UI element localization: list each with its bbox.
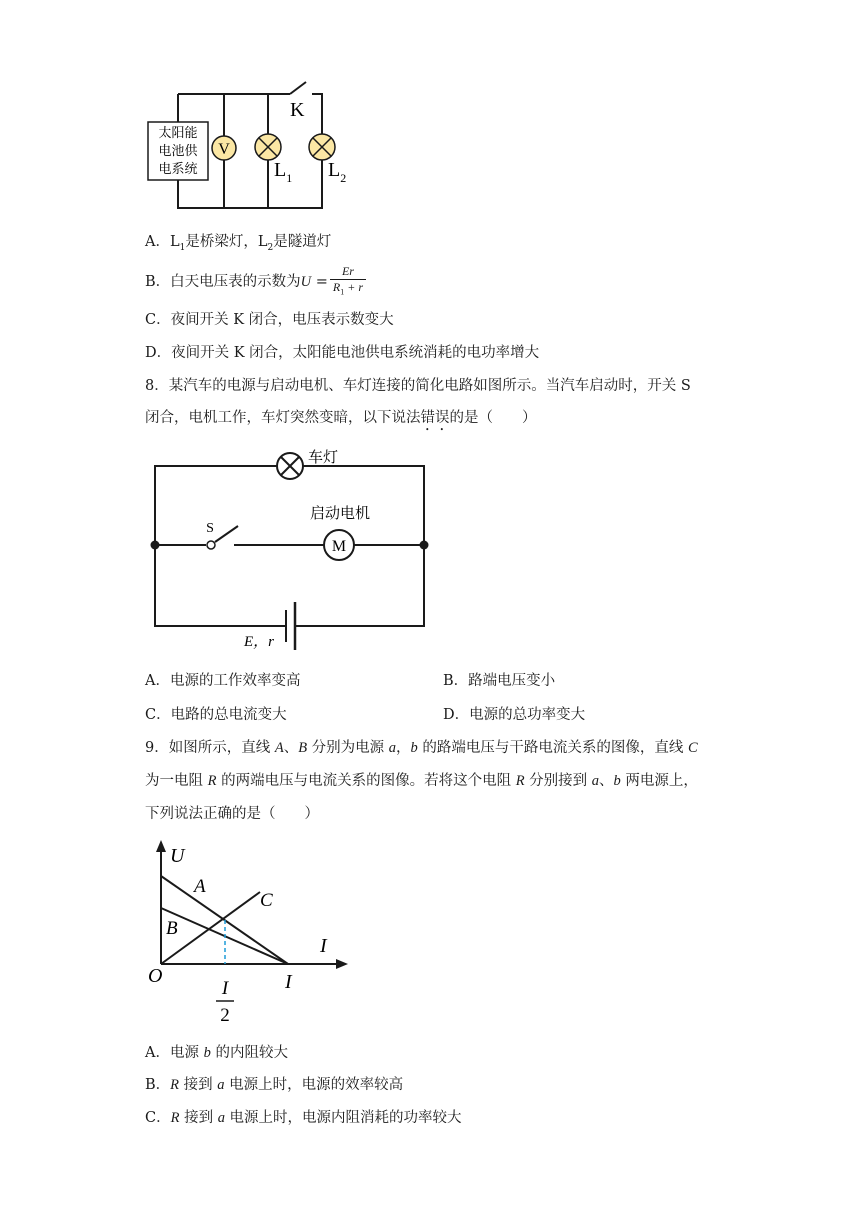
q8-option-c: C．电路的总电流变大	[145, 707, 287, 723]
origin-label: O	[148, 965, 163, 987]
solar-box-line: 电池供	[158, 144, 198, 159]
q8-stem-line1: 8．某汽车的电源与启动电机、车灯连接的简化电路如图所示。当汽车启动时，开关 S	[145, 378, 691, 394]
q9-option-a: A．电源 b 的内阻较大	[145, 1045, 288, 1061]
solar-circuit-figure	[140, 74, 370, 214]
q7-option-c: C．夜间开关 K 闭合，电压表示数变大	[145, 312, 394, 328]
car-circuit-figure	[140, 440, 440, 660]
motor-name-label: 启动电机	[309, 504, 371, 522]
formula-fraction: $\frac{Er}{R_1 + r}$	[330, 264, 366, 299]
q9-stem-line3: 下列说法正确的是（ ）	[145, 806, 319, 822]
lamp-l2	[309, 134, 335, 160]
switch-s-label: S	[206, 521, 214, 536]
ui-graph-figure	[140, 836, 360, 1028]
switch-k-label: K	[290, 99, 305, 121]
solar-box-line: 太阳能	[158, 126, 198, 141]
solar-box-line: 电系统	[158, 162, 198, 177]
q7-option-b: B．白天电压表的示数为U = $\frac{Er}{R_1 + r}$	[145, 262, 366, 302]
half-current-denominator: 2	[220, 1005, 230, 1026]
line-a-label: A	[194, 876, 206, 897]
q7-option-d: D．夜间开关 K 闭合，太阳能电池供电系统消耗的电功率增大	[145, 345, 540, 361]
half-current-numerator: I	[221, 978, 229, 999]
q7-option-a: A．$L_1$是桥梁灯，$L_2$是隧道灯	[145, 234, 332, 253]
lamp-l1-label: $L_1$	[274, 159, 293, 185]
q8-option-d: D．电源的总功率变大	[443, 707, 586, 723]
line-c-label: C	[260, 890, 273, 911]
q9-stem-line1: 9．如图所示，直线 A、B 分别为电源 a，b 的路端电压与干路电流关系的图像，直线 C	[145, 740, 698, 756]
line-b-label: B	[166, 918, 178, 939]
lamp-l2-label: $L_2$	[328, 159, 347, 185]
battery-label: E，r	[244, 634, 275, 650]
motor-label: M	[331, 538, 347, 555]
x-intercept-label: I	[285, 971, 292, 993]
lamp-l1	[255, 134, 281, 160]
q9-option-c: C．R 接到 a 电源上时，电源内阻消耗的功率较大	[145, 1110, 462, 1126]
q9-stem-line2: 为一电阻 R 的两端电压与电流关系的图像。若将这个电阻 R 分别接到 a、b 两电源上，	[145, 773, 698, 789]
voltmeter-label: V	[218, 141, 230, 158]
q9-option-b: B．R 接到 a 电源上时，电源的效率较高	[145, 1077, 404, 1093]
car-lamp-label: 车灯	[308, 448, 339, 466]
y-axis-label: U	[170, 845, 185, 867]
q8-option-b: B．路端电压变小	[443, 673, 556, 689]
x-axis-label: I	[320, 935, 327, 957]
q8-stem-line2: 闭合，电机工作，车灯突然变暗，以下说法错误的是（ ）	[145, 410, 537, 426]
q8-option-a: A．电源的工作效率变高	[145, 673, 301, 689]
switch-s-pivot	[207, 541, 215, 549]
car-lamp	[277, 453, 303, 479]
